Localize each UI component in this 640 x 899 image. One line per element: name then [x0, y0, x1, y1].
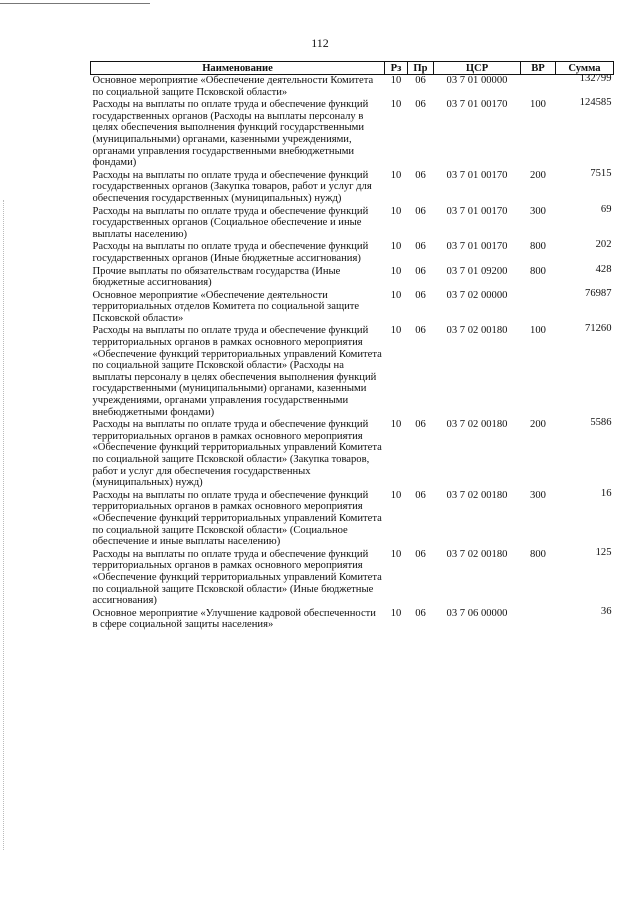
cell-sum — [556, 487, 614, 549]
cell-vr: 100 — [530, 325, 546, 337]
cell-sum-value: 71260 — [585, 323, 612, 335]
table-body — [91, 75, 614, 632]
header-rz: Рз — [385, 62, 408, 75]
cell-sum — [556, 546, 614, 608]
cell-vr: 300 — [530, 205, 546, 217]
table-row — [91, 206, 614, 242]
cell-pr: 06 — [415, 548, 426, 560]
cell-rz: 10 — [390, 169, 402, 181]
table-row — [91, 290, 614, 326]
cell-pr: 06 — [415, 205, 426, 217]
cell-pr: 06 — [415, 99, 426, 111]
cell-sum-value: 76987 — [585, 287, 612, 299]
cell-sum-value: 69 — [600, 203, 612, 215]
cell-pr: 06 — [415, 265, 426, 277]
header-pr: Пр — [408, 62, 434, 75]
cell-name: Прочие выплаты по обязательствам государства (Иные бюджетные ассигнования) — [92, 265, 341, 289]
cell-sum-value: 124585 — [579, 97, 612, 109]
table-row — [91, 75, 614, 100]
scan-corner-mark — [0, 3, 150, 4]
cell-rz: 10 — [390, 325, 402, 337]
table-row — [91, 241, 614, 265]
table-header-row — [91, 62, 614, 75]
cell-csr: 03 7 01 00170 — [446, 169, 508, 181]
cell-vr: 200 — [530, 169, 546, 181]
cell-pr: 06 — [415, 607, 426, 619]
page-number: 112 — [311, 36, 329, 50]
cell-vr: 300 — [530, 489, 546, 501]
cell-name: Расходы на выплаты по оплате труда и обеспечение функций государственных органов (Расходы на выплаты персоналу в целях обеспечения выполнения функций государственными (муниципальными) органами, казенными учреждениями, органами управления государственными внебюджетными фондами) — [92, 99, 369, 169]
header-sum: Сумма — [556, 62, 614, 75]
cell-rz: 10 — [390, 99, 402, 111]
cell-csr: 03 7 01 00170 — [446, 99, 508, 111]
cell-name: Основное мероприятие «Обеспечение деятельности территориальных отделов Комитета по социальной защите Псковской области» — [92, 289, 360, 324]
cell-rz: 10 — [390, 265, 402, 277]
cell-name: Расходы на выплаты по оплате труда и обеспечение функций территориальных органов в рамках основного мероприятия «Обеспечение функций территориальных управлений Комитета по социальной защите Псковской области» (Иные бюджетные ассигнования) — [92, 548, 382, 607]
table-row — [91, 608, 614, 632]
cell-rz: 10 — [390, 548, 402, 560]
table-row — [91, 325, 614, 419]
cell-csr: 03 7 02 00180 — [446, 419, 508, 431]
cell-vr: 800 — [530, 265, 546, 277]
cell-name: Расходы на выплаты по оплате труда и обеспечение функций государственных органов (Иные бюджетные ассигнования) — [92, 241, 369, 264]
cell-sum — [556, 99, 614, 170]
cell-rz: 10 — [390, 75, 402, 86]
cell-sum — [556, 167, 614, 206]
cell-sum-value: 16 — [600, 487, 612, 499]
scan-edge-mark — [3, 200, 4, 850]
cell-vr: 800 — [530, 241, 546, 253]
cell-sum-value: 125 — [595, 546, 612, 558]
cell-csr: 03 7 01 00170 — [446, 241, 508, 253]
table-row — [91, 490, 614, 549]
cell-rz: 10 — [390, 241, 402, 253]
cell-sum — [556, 287, 614, 326]
cell-pr: 06 — [415, 325, 426, 337]
cell-pr: 06 — [415, 169, 426, 181]
table-row — [91, 99, 614, 170]
cell-name: Расходы на выплаты по оплате труда и обеспечение функций государственных органов (Закупка товаров, работ и услуг для обеспечения государственных (муниципальных) нужд) — [92, 169, 372, 204]
cell-csr: 03 7 06 00000 — [446, 607, 508, 619]
cell-rz: 10 — [390, 489, 402, 501]
table-row — [91, 419, 614, 490]
cell-rz: 10 — [390, 205, 402, 217]
budget-table — [90, 61, 614, 632]
cell-vr: 100 — [530, 99, 546, 111]
cell-csr: 03 7 01 09200 — [446, 265, 508, 277]
cell-sum-value: 428 — [595, 263, 612, 275]
cell-sum — [556, 605, 614, 632]
cell-csr: 03 7 02 00180 — [446, 489, 508, 501]
cell-sum-value: 5586 — [590, 417, 612, 429]
cell-name: Расходы на выплаты по оплате труда и обеспечение функций государственных органов (Социальное обеспечение и иные выплаты населению) — [92, 205, 369, 240]
cell-name: Расходы на выплаты по оплате труда и обеспечение функций территориальных органов в рамках основного мероприятия «Обеспечение функций территориальных управлений Комитета по социальной защите Псковской области» (Закупка товаров, работ и услуг для обеспечения государственных (муниципальных) нужд) — [92, 419, 382, 489]
cell-pr: 06 — [415, 419, 426, 431]
cell-csr: 03 7 02 00000 — [446, 289, 508, 301]
cell-sum — [556, 241, 614, 265]
cell-pr: 06 — [415, 241, 426, 253]
cell-sum-value: 202 — [595, 239, 612, 251]
header-name: Наименование — [91, 62, 385, 75]
cell-sum-value: 36 — [600, 605, 612, 617]
cell-sum — [556, 419, 614, 490]
header-csr: ЦСР — [434, 62, 521, 75]
cell-sum — [556, 75, 614, 100]
cell-name: Расходы на выплаты по оплате труда и обеспечение функций территориальных органов в рамках основного мероприятия «Обеспечение функций территориальных управлений Комитета по социальной защите Псковской области» (Расходы на выплаты персоналу в целях обеспечения выполнения функций государственными (муниципальными) органами, казенными учреждениями, органами управления государственными внебюджетными фондами) — [92, 325, 382, 418]
cell-pr: 06 — [415, 489, 426, 501]
cell-vr — [521, 608, 556, 632]
cell-pr: 06 — [415, 75, 426, 86]
cell-sum-value: 7515 — [590, 167, 612, 179]
cell-pr: 06 — [415, 289, 426, 301]
cell-rz: 10 — [390, 607, 402, 619]
cell-sum — [556, 203, 614, 242]
cell-csr: 03 7 02 00180 — [446, 325, 508, 337]
cell-sum — [556, 325, 614, 419]
cell-sum-value: 132799 — [579, 73, 612, 84]
cell-name: Основное мероприятие «Улучшение кадровой обеспеченности в сфере социальной защиты населения» — [92, 607, 376, 631]
cell-name: Основное мероприятие «Обеспечение деятельности Комитета по социальной защите Псковской области» — [92, 75, 374, 98]
cell-csr: 03 7 01 00170 — [446, 205, 508, 217]
header-vr: ВР — [521, 62, 556, 75]
cell-vr: 200 — [530, 419, 546, 431]
cell-vr — [521, 75, 556, 100]
cell-csr: 03 7 02 00180 — [446, 548, 508, 560]
table-row — [91, 266, 614, 290]
cell-rz: 10 — [390, 419, 402, 431]
cell-sum — [556, 263, 614, 290]
table-row — [91, 170, 614, 206]
cell-vr: 800 — [530, 548, 546, 560]
cell-csr: 03 7 01 00000 — [446, 75, 508, 86]
cell-rz: 10 — [390, 289, 402, 301]
table-row — [91, 549, 614, 608]
cell-name: Расходы на выплаты по оплате труда и обеспечение функций территориальных органов в рамках основного мероприятия «Обеспечение функций территориальных управлений Комитета по социальной защите Псковской области» (Социальное обеспечение и иные выплаты населению) — [92, 489, 382, 548]
cell-vr — [521, 290, 556, 326]
